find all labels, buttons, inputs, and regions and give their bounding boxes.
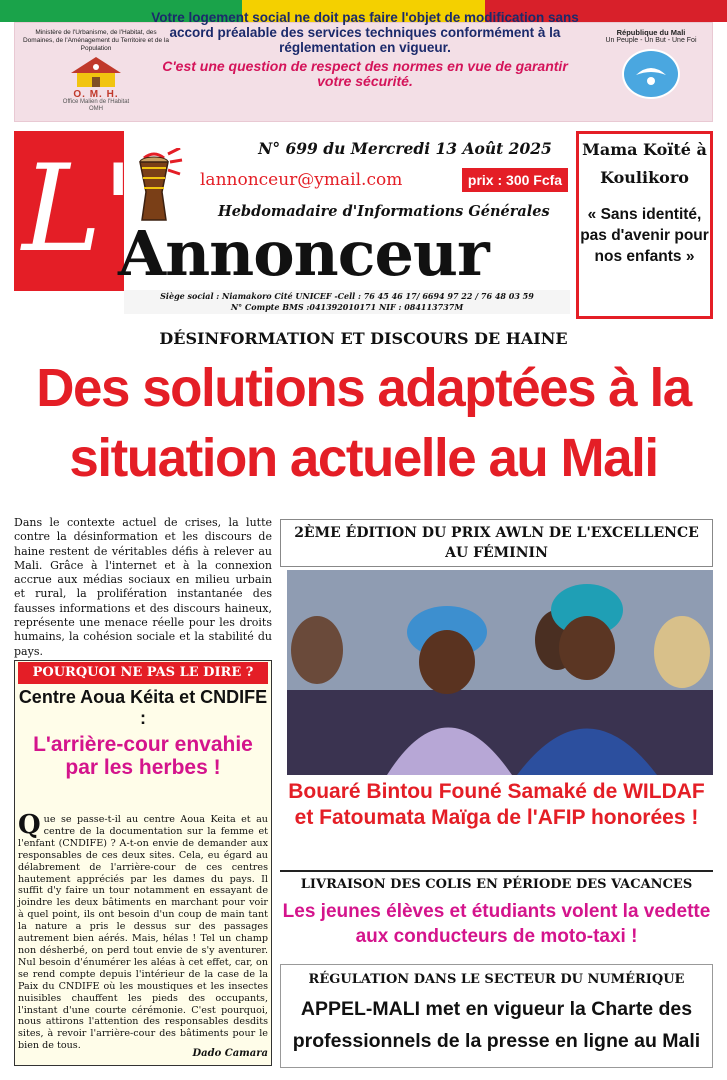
omh-name: O. M. H. (73, 89, 119, 100)
banner-message: Votre logement social ne doit pas faire l'objet de modification sans accord préalable des services techniques conformément à la réglementation en vigueur. (151, 10, 579, 55)
omh-house-logo-icon (67, 55, 125, 89)
editorial-body-text: ue se passe-t-il au centre Aoua Keita et au centre de la documentation sur la femme et l'enfant (CNDIFE) ? A-t-on envie de demander aux responsables de ces deux sites. Cela, eu égard au délabrement de l'arrière-cour de ces centres hautement appréciés par les dames du pays. Il suffit d'y faire un tour notamment en essayant de joindre les deux bâtiments en marchant pour voir à quel point, ils ont besoin d'un coup de main tant la nature a pris le dessus sur des passages autrement bien aérés. Mais, hélas ! Tel un champ non désherbé, on perd tout envie de s'y aventurer. Nul besoin d'énumérer les aléas à cet effet, car, on se rend compte depuis l'intérieur de la case de la Paix du CNDIFE où les moustiques et les insectes nuisibles chauffent les pieds des occupants, l'instant d'une courte cérémonie. C'est pourquoi, nous attirons l'attention des responsables desdits sites, à revoir l'arrière-cour des bâtiments pour le bien de tous. (18, 814, 268, 1052)
banner-warning: C'est une question de respect des normes en vue de garantir votre sécurité. (162, 58, 568, 89)
account-line: N° Compte BMS :041392010171 NIF : 084113737M (230, 302, 464, 312)
main-lead-text: Dans le contexte actuel de crises, la lutte contre la désinformation et les discours de haine restent de véritables défis à relever au Mali. Grâce à l'internet et à la connexion accrue aux médias sociaux en milieu urbain et rural, la prolifération instantanée des fausses informations et des discours haineux, représente une menace réelle pour les droits humains, la cohésion sociale et la stabilité du pays. (14, 516, 272, 658)
djembe-drum-icon (124, 148, 184, 228)
ministry-text: Ministère de l'Urbanisme, de l'Habitat, des Domaines, de l'Aménagement du Territoire et de la Population (22, 29, 169, 52)
editorial-title: POURQUOI NE PAS LE DIRE ? (18, 662, 268, 684)
award-photo-caption: Bouaré Bintou Founé Samaké de WILDAF et Fatoumata Maïga de l'AFIP honorées ! (288, 780, 705, 829)
republic-motto: Un Peuple - Un But - Une Foi (605, 37, 697, 44)
award-photo (287, 570, 713, 775)
issue-line: N° 699 du Mercredi 13 Août 2025 (258, 139, 552, 158)
mali-seal-icon (622, 49, 680, 99)
siege-line: Siège social : Niamakoro Cité UNICEF -Cell : 76 45 46 17/ 6694 97 22 / 76 48 03 59 (160, 291, 534, 301)
drop-cap: Q (18, 810, 41, 840)
omh-subtitle: Office Malien de l'Habitat (62, 99, 130, 105)
republic-name: République du Mali (616, 28, 686, 37)
price-badge: prix : 300 Fcfa (462, 168, 568, 192)
side-teaser-quote: « Sans identité, pas d'avenir pour nos enfants » (580, 206, 709, 265)
side-teaser-head: Mama Koïté à Koulikoro (582, 140, 707, 187)
masthead-tagline: Hebdomadaire d'Informations Générales (218, 203, 550, 220)
editorial-headline: L'arrière-cour envahie par les herbes ! (33, 733, 253, 779)
omh-block (21, 29, 171, 113)
regulation-kicker: RÉGULATION DANS LE SECTEUR DU NUMÉRIQUE (308, 972, 685, 987)
editorial-subtitle: Centre Aoua Kéita et CNDIFE : (18, 687, 268, 728)
regulation-headline: APPEL-MALI met en vigueur la Charte des professionnels de la presse en ligne au Mali (292, 998, 701, 1052)
main-kicker: DÉSINFORMATION ET DISCOURS DE HAINE (159, 329, 568, 348)
republic-block (596, 29, 706, 99)
awln-kicker: 2ÈME ÉDITION DU PRIX AWLN DE L'EXCELLENCE AU FÉMININ (280, 519, 713, 567)
omh-abbr: OMH (89, 106, 103, 112)
masthead-letter: L' (22, 140, 135, 279)
livraison-kicker: LIVRAISON DES COLIS EN PÉRIODE DES VACANCES (300, 877, 693, 892)
newspaper-title: Annonceur (118, 217, 489, 290)
editorial-author: Dado Camara (192, 1048, 268, 1059)
address-bar (124, 290, 570, 314)
contact-email: lannonceur@ymail.com (200, 170, 403, 190)
main-headline: Des solutions adaptées à la situation actuelle au Mali (36, 358, 691, 488)
editorial-body (18, 810, 268, 1052)
side-teaser-box (576, 131, 713, 319)
livraison-headline: Les jeunes élèves et étudiants volent la vedette aux conducteurs de moto-taxi ! (282, 901, 711, 947)
